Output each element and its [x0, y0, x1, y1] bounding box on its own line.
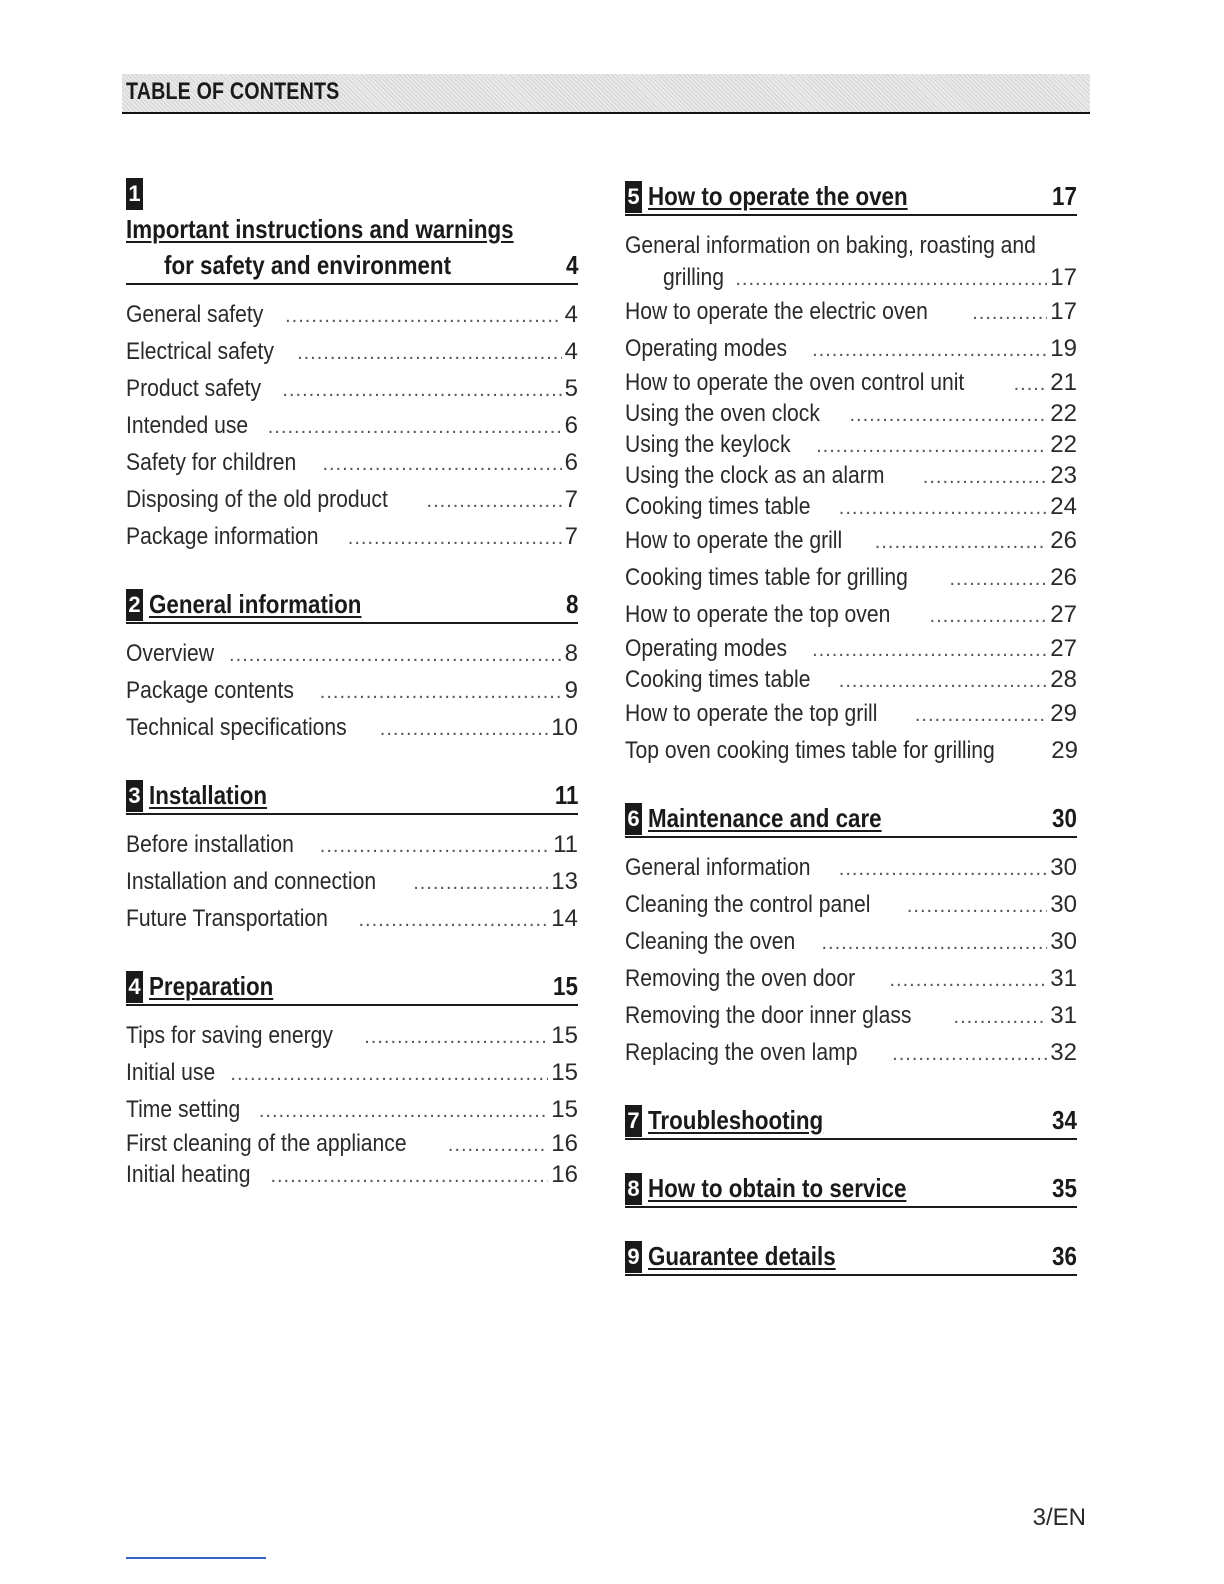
toc-entry[interactable]	[625, 634, 1077, 665]
section-heading[interactable]	[625, 178, 1077, 216]
entry-label: Installation and connection	[126, 868, 377, 895]
entry-label: Cleaning the oven	[625, 928, 796, 955]
toc-entry[interactable]	[625, 523, 1077, 560]
entry-page: 31	[1050, 965, 1077, 992]
entry-page: 6	[564, 412, 578, 439]
section-title: Guarantee details	[648, 1241, 836, 1271]
entry-page: 32	[1050, 1039, 1077, 1066]
toc-entry[interactable]	[126, 864, 578, 901]
section-title-continued: for safety and environment	[164, 250, 452, 280]
toc-section-3	[126, 777, 578, 938]
section-page: 17	[1052, 181, 1077, 211]
section-page: 30	[1052, 803, 1077, 833]
toc-section-4	[126, 968, 578, 1191]
section-title: Preparation	[149, 971, 274, 1001]
entry-page: 11	[553, 831, 578, 858]
entry-label: Initial heating	[126, 1161, 251, 1188]
toc-entry[interactable]	[625, 461, 1077, 492]
section-heading[interactable]	[625, 1102, 1077, 1140]
entry-label: Future Transportation	[126, 905, 328, 932]
entry-label: Product safety	[126, 375, 262, 402]
entry-page: 31	[1050, 1002, 1077, 1029]
entry-page: 9	[564, 677, 578, 704]
toc-entry[interactable]	[126, 1018, 578, 1055]
toc-entry[interactable]	[625, 331, 1077, 368]
entry-label: Removing the door inner glass	[625, 1002, 912, 1029]
toc-entry[interactable]	[625, 560, 1077, 597]
entry-label: General information	[625, 854, 811, 881]
section-number-badge: 2	[126, 589, 143, 621]
entry-page: 22	[1050, 400, 1077, 427]
page-title: TABLE OF CONTENTS	[126, 78, 340, 105]
section-heading[interactable]	[126, 968, 578, 1006]
entry-page: 5	[564, 375, 578, 402]
entry-label: General information on baking, roasting and	[625, 232, 1036, 259]
section-heading[interactable]	[126, 586, 578, 624]
entry-page: 8	[564, 640, 578, 667]
entry-page: 27	[1050, 601, 1077, 628]
entry-page: 19	[1050, 335, 1077, 362]
entry-label: Using the keylock	[625, 431, 791, 458]
toc-entry[interactable]	[126, 1092, 578, 1129]
section-number-badge: 4	[126, 971, 143, 1003]
entry-label: Cooking times table	[625, 493, 811, 520]
toc-entry[interactable]	[126, 827, 578, 864]
entry-page: 17	[1050, 264, 1077, 291]
section-title: How to operate the oven	[648, 181, 908, 211]
section-number-badge: 3	[126, 780, 143, 812]
section-title: Important instructions and warnings	[126, 214, 514, 244]
entry-page: 7	[564, 486, 578, 513]
entry-label: Top oven cooking times table for grilling	[625, 737, 995, 764]
footer-divider	[126, 1557, 266, 1559]
entry-label: How to operate the grill	[625, 527, 843, 554]
section-number-badge: 8	[625, 1173, 642, 1205]
toc-section-8	[625, 1170, 1077, 1208]
entry-label: How to operate the top grill	[625, 700, 878, 727]
section-heading-line2[interactable]	[126, 247, 578, 285]
section-title: Maintenance and care	[648, 803, 882, 833]
toc-entry[interactable]	[126, 482, 578, 519]
toc-right-column	[625, 178, 1077, 1306]
section-page: 15	[553, 971, 578, 1001]
toc-entry[interactable]	[126, 334, 578, 371]
entry-label: Disposing of the old product	[126, 486, 388, 513]
section-heading[interactable]	[625, 1170, 1077, 1208]
toc-entry[interactable]	[126, 371, 578, 408]
entry-page: 6	[564, 449, 578, 476]
section-page: 34	[1052, 1105, 1077, 1135]
toc-section-2	[126, 586, 578, 747]
entry-page: 29	[1051, 737, 1078, 764]
toc-entry[interactable]	[126, 1129, 578, 1160]
entry-label: Operating modes	[625, 635, 788, 662]
toc-entry[interactable]	[625, 1035, 1077, 1072]
entry-label: Safety for children	[126, 449, 297, 476]
entry-page: 15	[551, 1096, 578, 1123]
section-title: General information	[149, 589, 362, 619]
entry-page: 23	[1050, 462, 1077, 489]
page-number: 3/EN	[1032, 1504, 1086, 1531]
section-heading[interactable]	[126, 777, 578, 815]
section-title: How to obtain to service	[648, 1173, 907, 1203]
entry-page: 15	[551, 1059, 578, 1086]
section-number-badge: 9	[625, 1241, 642, 1273]
toc-section-5	[625, 178, 1077, 770]
section-number-badge: 1	[126, 178, 143, 210]
section-number-badge: 7	[625, 1105, 642, 1137]
entry-page: 29	[1050, 700, 1077, 727]
toc-entry[interactable]	[625, 430, 1077, 461]
entry-label: First cleaning of the appliance	[126, 1130, 407, 1157]
section-heading[interactable]	[625, 800, 1077, 838]
entry-page: 10	[551, 714, 578, 741]
section-page: 4	[565, 250, 578, 280]
section-heading[interactable]	[625, 1238, 1077, 1276]
entry-label: Replacing the oven lamp	[625, 1039, 858, 1066]
entry-label: How to operate the electric oven	[625, 298, 928, 325]
entry-label: Cooking times table	[625, 666, 811, 693]
entry-page: 28	[1050, 666, 1077, 693]
section-page: 36	[1052, 1241, 1077, 1271]
toc-entry[interactable]	[126, 408, 578, 445]
entry-label: Technical specifications	[126, 714, 347, 741]
toc-header-bar	[122, 74, 1090, 114]
toc-entry[interactable]	[625, 399, 1077, 430]
toc-section-9	[625, 1238, 1077, 1276]
toc-entry[interactable]	[126, 1055, 578, 1092]
entry-page: 16	[551, 1161, 578, 1188]
entry-label: Time setting	[126, 1096, 241, 1123]
toc-entry[interactable]	[625, 294, 1077, 331]
toc-entry[interactable]	[625, 597, 1077, 634]
entry-page: 17	[1050, 298, 1077, 325]
toc-entry[interactable]	[625, 665, 1077, 696]
entry-page: 4	[564, 338, 578, 365]
entry-label: Electrical safety	[126, 338, 274, 365]
entry-label: Before installation	[126, 831, 294, 858]
entry-page: 21	[1050, 369, 1077, 396]
toc-entry[interactable]	[126, 901, 578, 938]
entry-label: Overview	[126, 640, 215, 667]
entry-page: 30	[1050, 891, 1077, 918]
entry-page: 27	[1050, 635, 1077, 662]
toc-entry[interactable]	[126, 297, 578, 334]
entry-label: Cooking times table for grilling	[625, 564, 908, 591]
toc-entry[interactable]	[126, 710, 578, 747]
entry-page: 22	[1050, 431, 1077, 458]
entry-label: Using the oven clock	[625, 400, 820, 427]
section-number-badge: 5	[625, 181, 642, 213]
entry-page: 16	[551, 1130, 578, 1157]
entry-label: Using the clock as an alarm	[625, 462, 885, 489]
toc-entry-first-line[interactable]	[625, 228, 1077, 263]
toc-entry[interactable]	[126, 519, 578, 556]
section-heading[interactable]	[126, 178, 578, 247]
section-number-badge: 6	[625, 803, 642, 835]
entry-label: Intended use	[126, 412, 249, 439]
entry-label: Cleaning the control panel	[625, 891, 871, 918]
entry-page: 14	[551, 905, 578, 932]
section-page: 35	[1052, 1173, 1077, 1203]
entry-label: Operating modes	[625, 335, 788, 362]
entry-label: Package contents	[126, 677, 294, 704]
section-title: Troubleshooting	[648, 1105, 824, 1135]
toc-entry[interactable]	[625, 492, 1077, 523]
entry-label: General safety	[126, 301, 264, 328]
toc-entry[interactable]	[625, 696, 1077, 733]
entry-page: 26	[1050, 527, 1077, 554]
toc-entry[interactable]	[625, 263, 1077, 294]
entry-page: 4	[564, 301, 578, 328]
entry-label: Initial use	[126, 1059, 216, 1086]
toc-section-7	[625, 1102, 1077, 1140]
entry-label: How to operate the oven control unit	[625, 369, 965, 396]
entry-page: 30	[1050, 854, 1077, 881]
toc-entry[interactable]	[126, 1160, 578, 1191]
section-page: 11	[554, 780, 578, 810]
entry-label: Removing the oven door	[625, 965, 856, 992]
entry-label: How to operate the top oven	[625, 601, 891, 628]
entry-page: 15	[551, 1022, 578, 1049]
entry-label: Package information	[126, 523, 319, 550]
toc-entry[interactable]	[625, 733, 1077, 770]
toc-entry[interactable]	[625, 368, 1077, 399]
section-title: Installation	[149, 780, 268, 810]
toc-entry[interactable]	[625, 924, 1077, 961]
section-page: 8	[565, 589, 578, 619]
toc-entry[interactable]	[625, 998, 1077, 1035]
entry-label: grilling	[663, 264, 725, 291]
toc-entry[interactable]	[625, 887, 1077, 924]
toc-entry[interactable]	[126, 445, 578, 482]
toc-entry[interactable]	[126, 636, 578, 673]
entry-label: Tips for saving energy	[126, 1022, 333, 1049]
toc-entry[interactable]	[625, 850, 1077, 887]
toc-entry[interactable]	[625, 961, 1077, 998]
entry-page: 7	[564, 523, 578, 550]
toc-left-column	[126, 178, 578, 1221]
entry-page: 13	[551, 868, 578, 895]
toc-section-1	[126, 178, 578, 556]
entry-page: 30	[1050, 928, 1077, 955]
toc-entry[interactable]	[126, 673, 578, 710]
entry-page: 26	[1050, 564, 1077, 591]
entry-page: 24	[1050, 493, 1077, 520]
toc-section-6	[625, 800, 1077, 1072]
